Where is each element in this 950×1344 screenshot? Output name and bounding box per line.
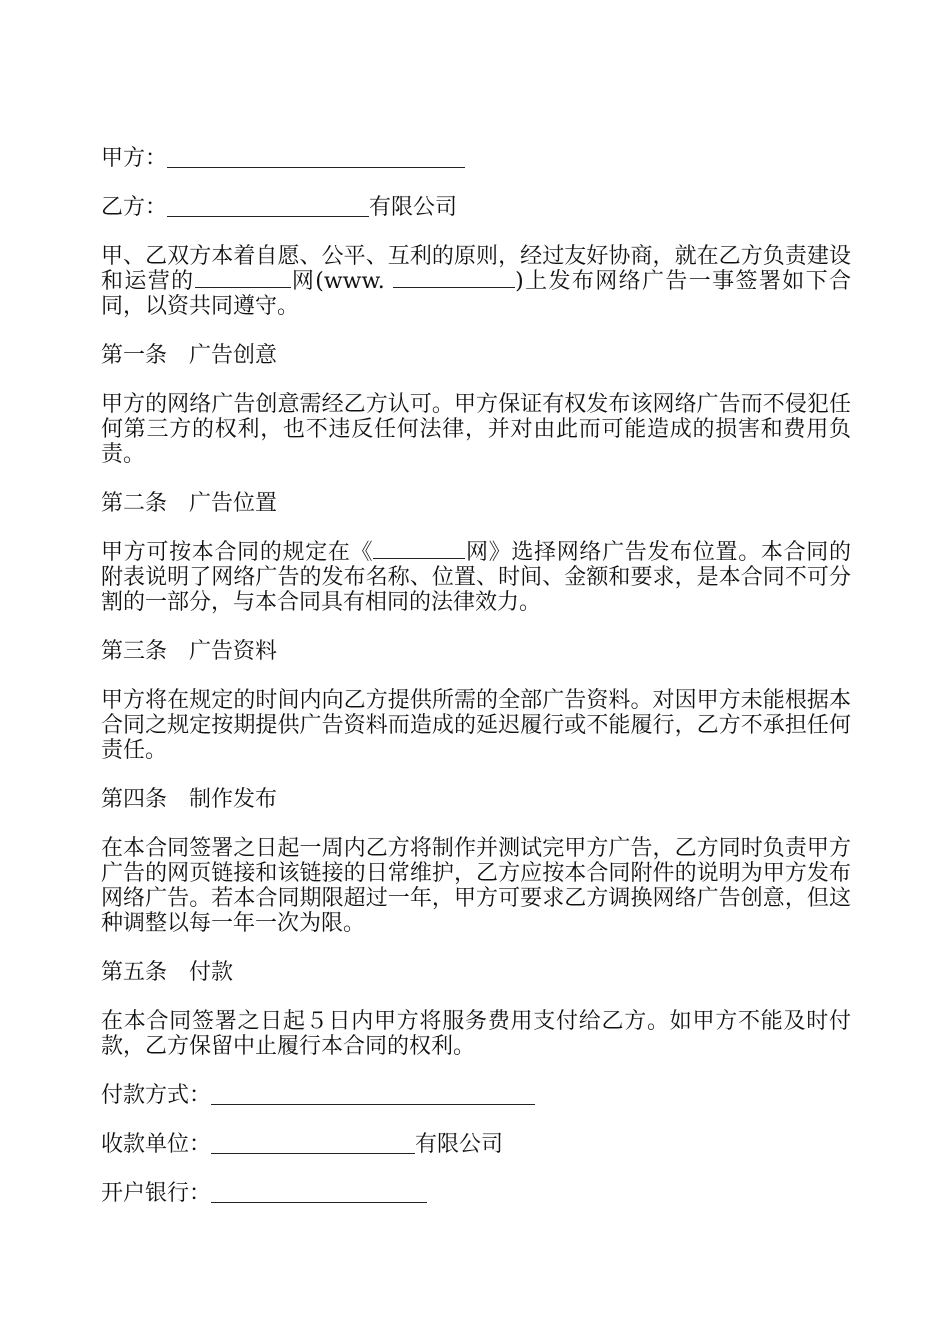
article-2-heading: 第二条 广告位置 bbox=[101, 491, 278, 516]
article-5-heading: 第五条 付款 bbox=[101, 960, 234, 985]
article-2-text-2: 网》选择网络广告发布位置。本合同的附表说明了网络广告的发布名称、位置、时间、金额和要求，是本合同不可分割的一部分，与本合同具有相同的法律效力。 bbox=[101, 540, 851, 615]
party-a-blank[interactable] bbox=[167, 147, 465, 168]
article-1-body: 甲方的网络广告创意需经乙方认可。甲方保证有权发布该网络广告而不侵犯任何第三方的权利，也不违反任何法律，并对由此而可能造成的损害和费用负责。 bbox=[101, 392, 851, 467]
bank-line bbox=[101, 1181, 851, 1206]
intro-paragraph bbox=[101, 244, 851, 319]
intro-text-1: 甲、乙双方本着自愿、公平、互利的原则，经过友好协商，就在乙方负责建设和运营的 bbox=[101, 244, 851, 294]
article-3-heading: 第三条 广告资料 bbox=[101, 639, 278, 664]
payment-method-line bbox=[101, 1083, 851, 1108]
contract-document bbox=[101, 146, 851, 1230]
article-2-body bbox=[101, 540, 851, 615]
article-2-text-1: 甲方可按本合同的规定在《 bbox=[101, 540, 374, 565]
article-3-body: 甲方将在规定的时间内向乙方提供所需的全部广告资料。对因甲方未能根据本合同之规定按期提供广告资料而造成的延迟履行或不能履行，乙方不承担任何责任。 bbox=[101, 688, 851, 763]
party-b-line bbox=[101, 195, 851, 220]
site-name-blank[interactable] bbox=[373, 540, 465, 559]
intro-text-2: 网(www. bbox=[290, 269, 385, 294]
party-a-line bbox=[101, 146, 851, 171]
payee-suffix: 有限公司 bbox=[415, 1132, 504, 1157]
party-b-blank[interactable] bbox=[167, 196, 369, 217]
article-1-heading: 第一条 广告创意 bbox=[101, 343, 278, 368]
article-4-body: 在本合同签署之日起一周内乙方将制作并测试完甲方广告，乙方同时负责甲方广告的网页链接和该链接的日常维护，乙方应按本合同附件的说明为甲方发布网络广告。若本合同期限超过一年，甲方可要求乙方调换网络广告创意，但这种调整以每一年一次为限。 bbox=[101, 836, 851, 936]
website-url-blank[interactable] bbox=[393, 269, 515, 288]
bank-label: 开户银行： bbox=[101, 1181, 212, 1206]
party-b-suffix: 有限公司 bbox=[369, 195, 458, 220]
bank-blank[interactable] bbox=[211, 1182, 427, 1203]
party-b-label: 乙方： bbox=[101, 195, 168, 220]
payee-line bbox=[101, 1132, 851, 1157]
article-5-body: 在本合同签署之日起５日内甲方将服务费用支付给乙方。如甲方不能及时付款，乙方保留中止履行本合同的权利。 bbox=[101, 1009, 851, 1059]
intro-text-3: )上发布网络广告一事签署如下合同，以资共同遵守。 bbox=[101, 269, 851, 319]
website-name-blank[interactable] bbox=[195, 269, 291, 288]
payment-method-blank[interactable] bbox=[211, 1084, 535, 1105]
article-4-heading: 第四条 制作发布 bbox=[101, 787, 278, 812]
party-a-label: 甲方： bbox=[101, 146, 168, 171]
payment-method-label: 付款方式： bbox=[101, 1083, 212, 1108]
payee-blank[interactable] bbox=[211, 1133, 415, 1154]
payee-label: 收款单位： bbox=[101, 1132, 212, 1157]
